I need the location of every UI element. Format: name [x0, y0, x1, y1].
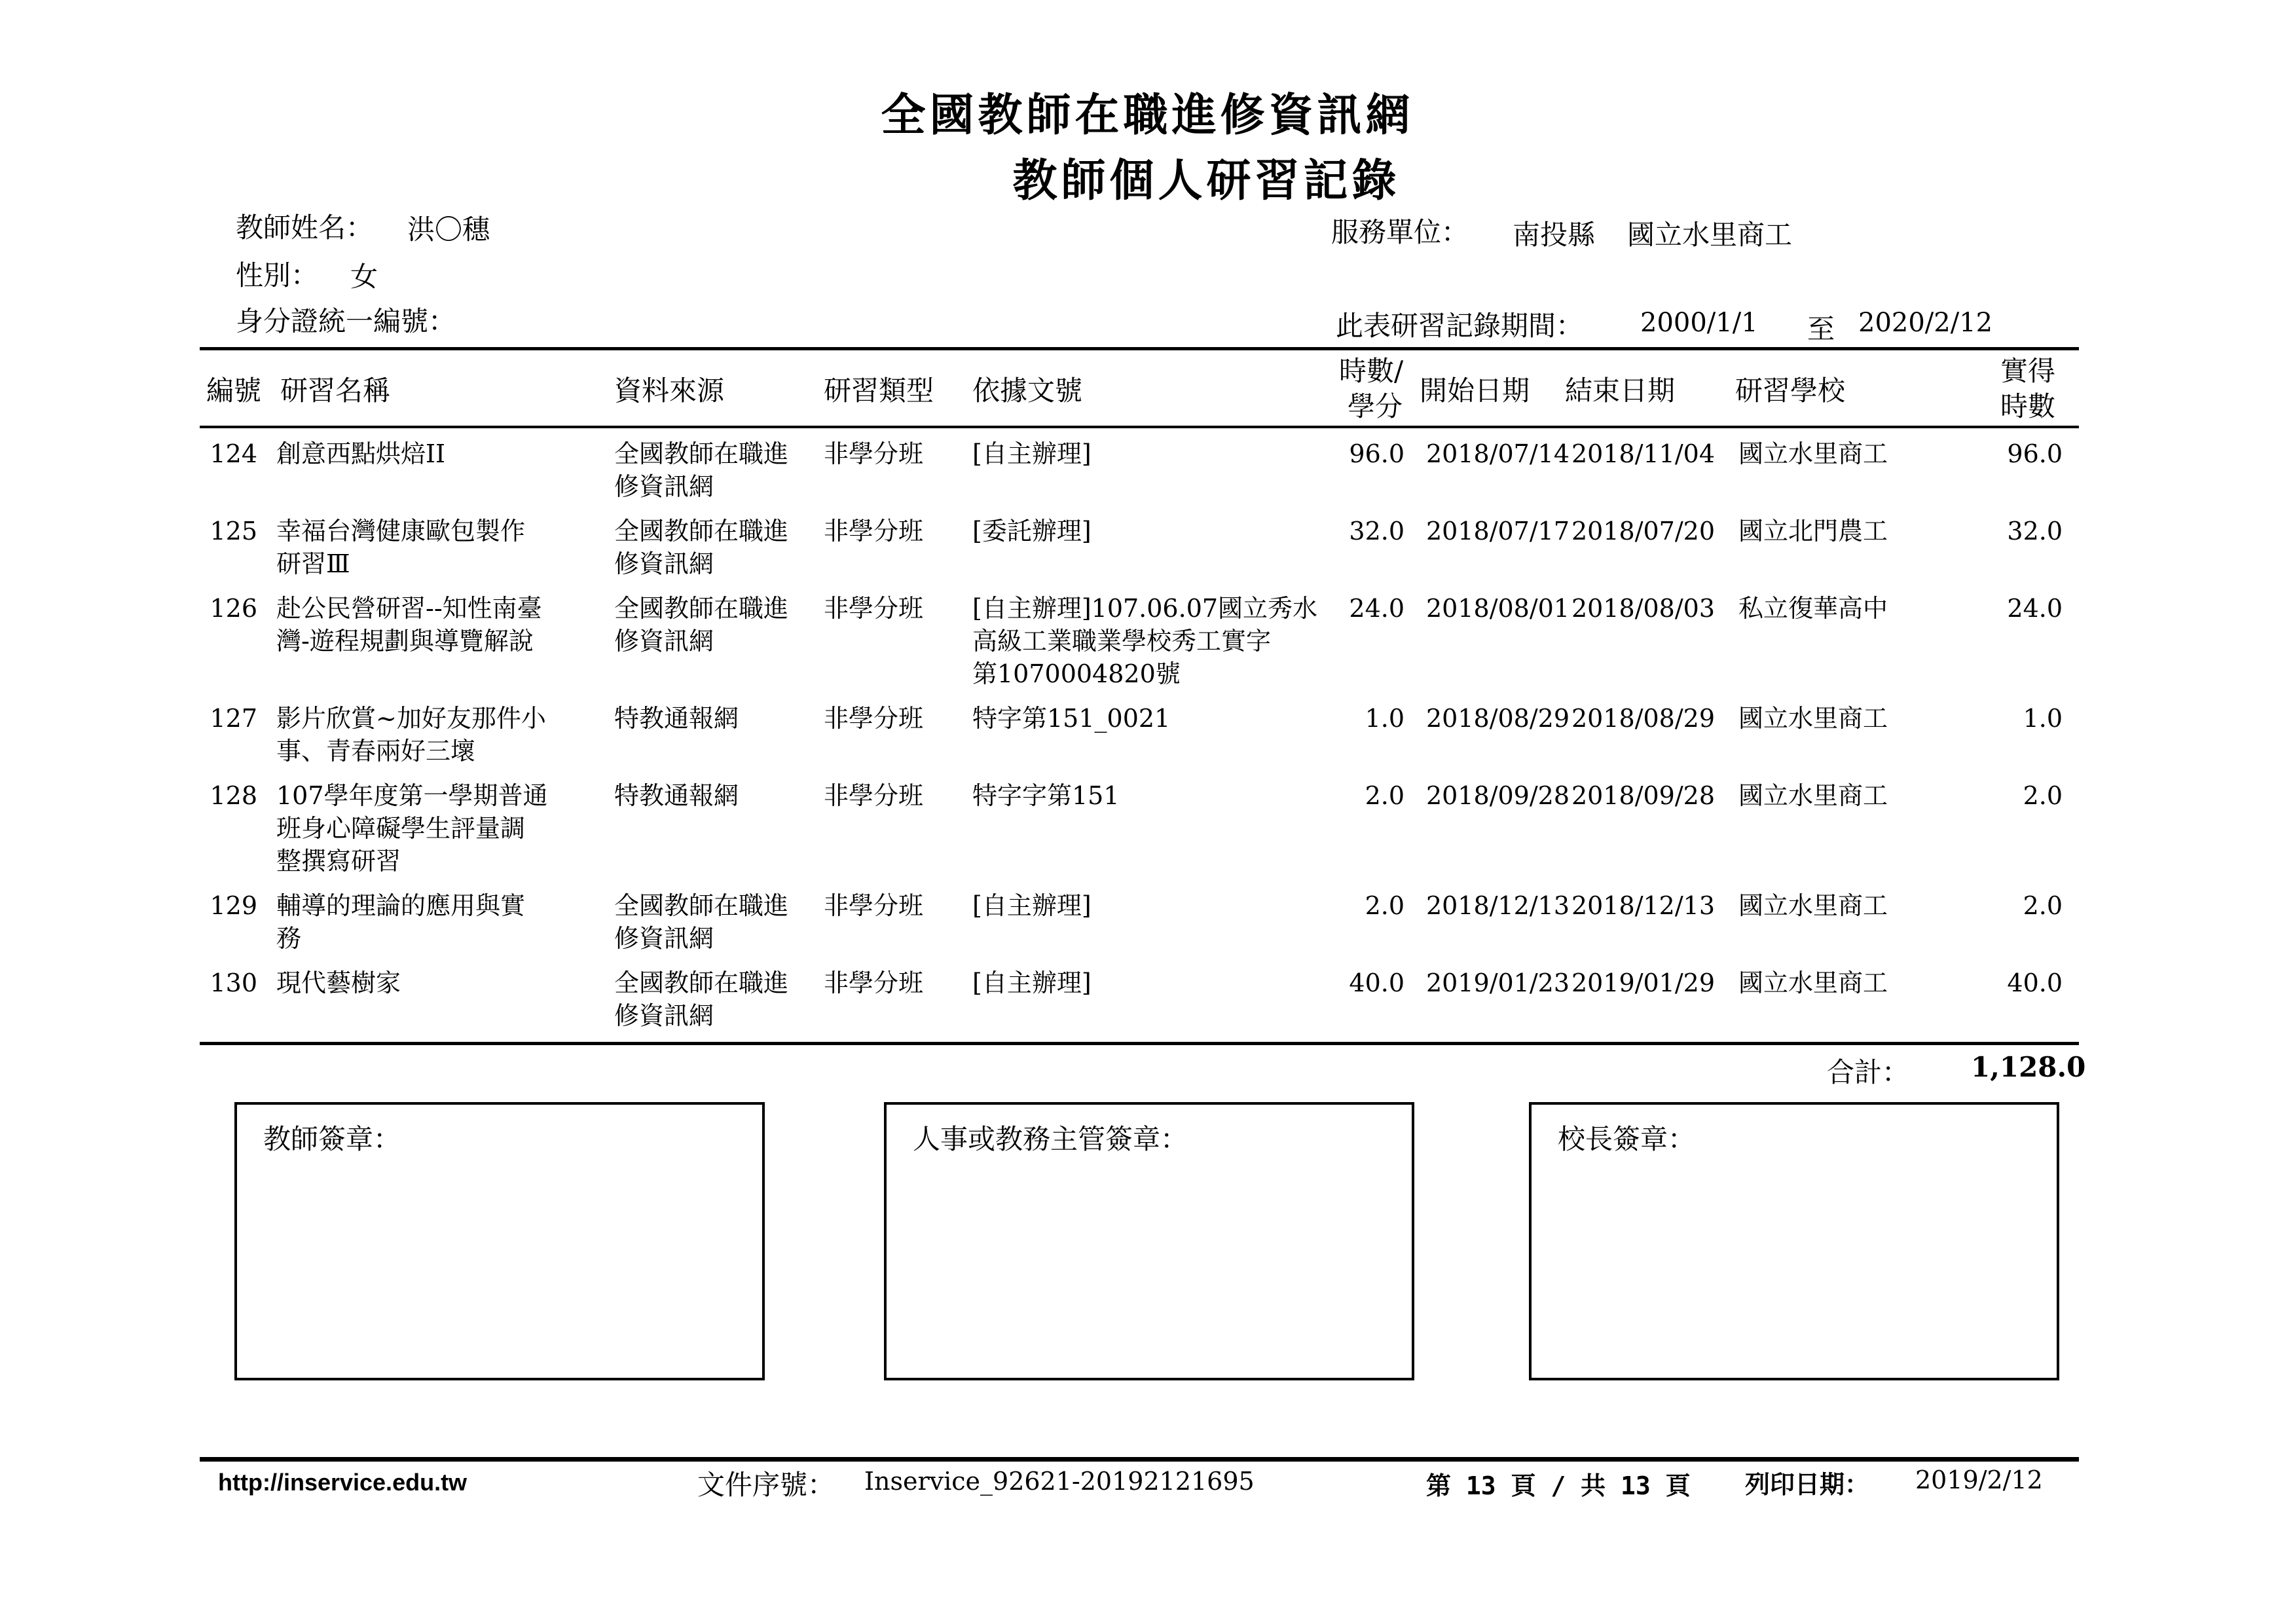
cell-name: 赴公民營研習--知性南臺	[276, 594, 542, 623]
cell-name: 輔導的理論的應用與實	[276, 891, 526, 920]
principal-signature-box	[1529, 1102, 2059, 1380]
footer-print-value: 2019/2/12	[1915, 1466, 2043, 1494]
record-period-to: 至	[1807, 313, 1835, 345]
cell-doc: [自主辦理]	[972, 969, 1092, 997]
cell-name: 研習Ⅲ	[276, 549, 350, 578]
header-actual-a: 實得	[2000, 355, 2056, 387]
cell-end: 2018/12/13	[1571, 891, 1716, 920]
cell-name: 事、青春兩好三壞	[276, 737, 476, 766]
cell-doc: [委託辦理]	[972, 517, 1092, 545]
footer-print-label: 列印日期：	[1745, 1470, 1870, 1499]
cell-type: 非學分班	[824, 517, 924, 545]
cell-hours: 40.0	[1349, 969, 1405, 997]
cell-name: 影片欣賞~加好友那件小	[276, 704, 546, 733]
cell-source: 全國教師在職進	[614, 891, 789, 920]
table-bottom-rule	[200, 1042, 2079, 1045]
cell-type: 非學分班	[824, 781, 924, 810]
header-no: 編號	[206, 375, 262, 407]
cell-name: 現代藝樹家	[276, 969, 401, 997]
cell-hours: 96.0	[1349, 439, 1405, 468]
teacher-name-label: 教師姓名：	[236, 212, 374, 244]
cell-no: 130	[210, 969, 257, 997]
cell-type: 非學分班	[824, 704, 924, 733]
teacher-signature-box	[234, 1102, 765, 1380]
cell-end: 2018/07/20	[1571, 517, 1716, 545]
header-type: 研習類型	[824, 375, 934, 407]
cell-no: 124	[210, 439, 257, 468]
cell-name: 創意西點烘焙II	[276, 439, 446, 468]
cell-type: 非學分班	[824, 439, 924, 468]
service-unit-school: 國立水里商工	[1627, 219, 1793, 251]
record-period-label: 此表研習記錄期間：	[1336, 310, 1584, 342]
cell-school: 國立水里商工	[1738, 781, 1888, 810]
cell-doc: 高級工業職業學校秀工實字	[972, 627, 1272, 655]
cell-name: 整撰寫研習	[276, 847, 401, 876]
teacher-signature-label: 教師簽章：	[263, 1123, 401, 1155]
cell-hours: 2.0	[1365, 781, 1405, 810]
cell-doc: [自主辦理]	[972, 439, 1092, 468]
cell-name: 班身心障礙學生評量調	[276, 814, 526, 843]
cell-source: 全國教師在職進	[614, 594, 789, 623]
cell-type: 非學分班	[824, 594, 924, 623]
cell-source: 修資訊網	[614, 627, 714, 655]
header-doc: 依據文號	[972, 375, 1083, 407]
cell-actual: 2.0	[2023, 891, 2063, 920]
cell-hours: 2.0	[1365, 891, 1405, 920]
cell-school: 國立水里商工	[1738, 891, 1888, 920]
cell-name: 107學年度第一學期普通	[276, 781, 548, 810]
cell-source: 全國教師在職進	[614, 969, 789, 997]
cell-name: 幸福台灣健康歐包製作	[276, 517, 526, 545]
personnel-signature-label: 人事或教務主管簽章：	[913, 1123, 1188, 1155]
cell-doc: [自主辦理]107.06.07國立秀水	[972, 594, 1318, 623]
cell-hours: 32.0	[1349, 517, 1405, 545]
table-header-rule	[200, 426, 2079, 428]
cell-source: 修資訊網	[614, 1001, 714, 1030]
cell-name: 務	[276, 924, 302, 953]
service-unit-county: 南投縣	[1513, 219, 1596, 251]
cell-start: 2018/08/29	[1426, 704, 1570, 733]
footer-url-link[interactable]: http://inservice.edu.tw	[218, 1469, 468, 1496]
cell-source: 全國教師在職進	[614, 439, 789, 468]
footer-doc-value: Inservice_92621-20192121695	[864, 1467, 1255, 1496]
record-period-end: 2020/2/12	[1858, 308, 1993, 338]
cell-actual: 1.0	[2023, 704, 2063, 733]
principal-signature-label: 校長簽章：	[1558, 1123, 1696, 1155]
cell-source: 特教通報網	[614, 781, 739, 810]
cell-no: 125	[210, 517, 257, 545]
cell-source: 修資訊網	[614, 924, 714, 953]
cell-school: 私立復華高中	[1738, 594, 1888, 623]
header-hours-b: 學分	[1348, 390, 1403, 422]
footer-doc-label: 文件序號：	[697, 1469, 835, 1501]
cell-start: 2018/08/01	[1426, 594, 1570, 623]
cell-doc: 特字字第151	[972, 781, 1120, 810]
cell-doc: 特字第151_0021	[972, 704, 1171, 733]
cell-school: 國立水里商工	[1738, 704, 1888, 733]
cell-end: 2018/08/29	[1571, 704, 1716, 733]
cell-no: 127	[210, 704, 257, 733]
page-title: 全國教師在職進修資訊網	[881, 89, 1414, 141]
header-name: 研習名稱	[280, 375, 391, 407]
service-unit-label: 服務單位：	[1331, 216, 1469, 248]
cell-school: 國立水里商工	[1738, 969, 1888, 997]
cell-actual: 2.0	[2023, 781, 2063, 810]
record-period-start: 2000/1/1	[1640, 308, 1758, 338]
footer-page-number: 第 13 頁 / 共 13 頁	[1426, 1471, 1691, 1500]
personnel-signature-box	[884, 1102, 1414, 1380]
teacher-name-value: 洪〇穗	[407, 213, 490, 246]
cell-actual: 96.0	[2007, 439, 2063, 468]
cell-start: 2018/12/13	[1426, 891, 1570, 920]
header-school: 研習學校	[1735, 375, 1846, 407]
cell-hours: 24.0	[1349, 594, 1405, 623]
cell-actual: 24.0	[2007, 594, 2063, 623]
cell-end: 2018/08/03	[1571, 594, 1716, 623]
cell-school: 國立水里商工	[1738, 439, 1888, 468]
cell-doc: 第1070004820號	[972, 659, 1181, 688]
cell-no: 128	[210, 781, 257, 810]
cell-end: 2019/01/29	[1571, 969, 1716, 997]
header-hours-a: 時數/	[1339, 355, 1404, 387]
cell-school: 國立北門農工	[1738, 517, 1888, 545]
id-number-label: 身分證統一編號：	[236, 305, 456, 337]
cell-start: 2018/07/17	[1426, 517, 1570, 545]
cell-actual: 32.0	[2007, 517, 2063, 545]
gender-value: 女	[350, 261, 378, 293]
cell-end: 2018/09/28	[1571, 781, 1716, 810]
total-label: 合計：	[1827, 1056, 1910, 1088]
header-actual-b: 時數	[2000, 390, 2056, 422]
page-subtitle: 教師個人研習記錄	[1012, 155, 1401, 207]
cell-source: 修資訊網	[614, 549, 714, 578]
cell-source: 全國教師在職進	[614, 517, 789, 545]
cell-hours: 1.0	[1365, 704, 1405, 733]
cell-actual: 40.0	[2007, 969, 2063, 997]
cell-source: 修資訊網	[614, 472, 714, 501]
cell-name: 灣-遊程規劃與導覽解說	[276, 627, 534, 655]
cell-start: 2018/09/28	[1426, 781, 1570, 810]
total-value: 1,128.0	[1971, 1051, 2086, 1083]
cell-doc: [自主辦理]	[972, 891, 1092, 920]
cell-end: 2018/11/04	[1571, 439, 1716, 468]
header-end: 結束日期	[1565, 375, 1676, 407]
cell-start: 2018/07/14	[1426, 439, 1570, 468]
cell-no: 126	[210, 594, 257, 623]
table-top-rule	[200, 347, 2079, 350]
cell-no: 129	[210, 891, 257, 920]
cell-source: 特教通報網	[614, 704, 739, 733]
header-source: 資料來源	[614, 375, 725, 407]
footer-rule	[200, 1457, 2079, 1462]
cell-start: 2019/01/23	[1426, 969, 1570, 997]
cell-type: 非學分班	[824, 969, 924, 997]
cell-type: 非學分班	[824, 891, 924, 920]
gender-label: 性別：	[236, 259, 319, 291]
header-start: 開始日期	[1420, 375, 1530, 407]
